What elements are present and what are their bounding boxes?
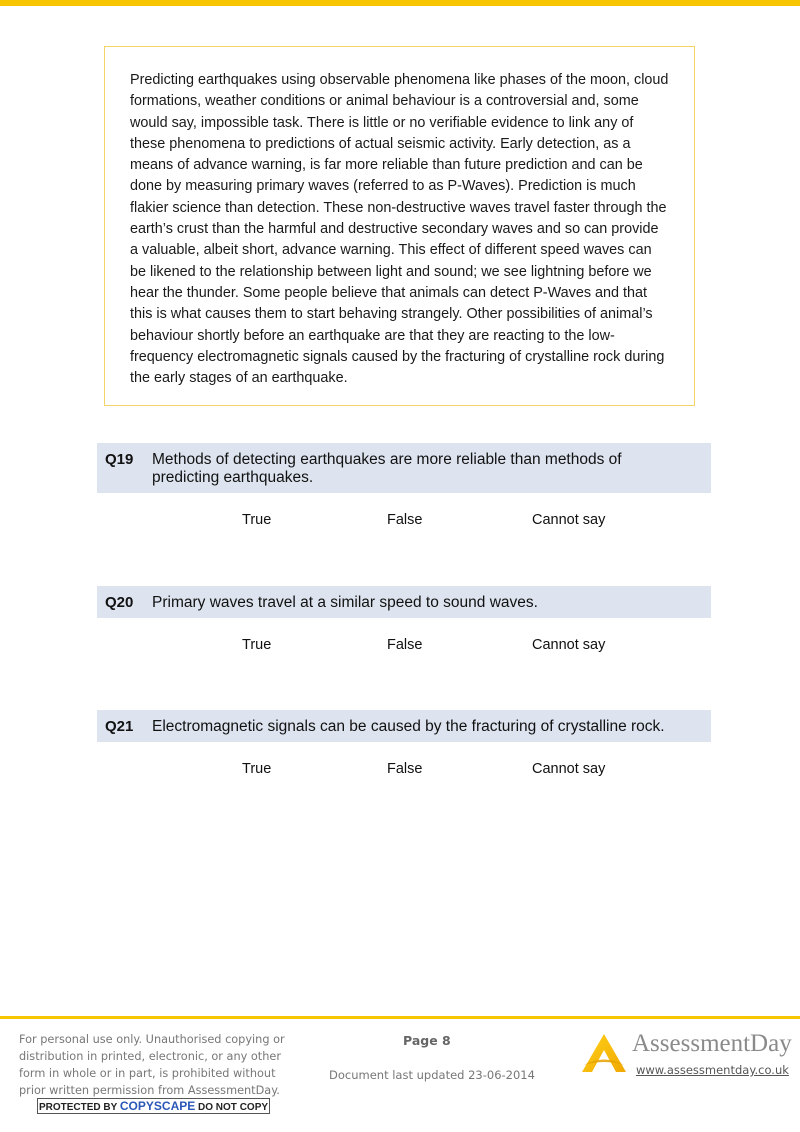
copyscape-suffix: DO NOT COPY <box>195 1102 269 1113</box>
answer-options <box>97 493 711 528</box>
question-q19 <box>97 443 711 528</box>
legal-notice: For personal use only. Unauthorised copying or distribution in printed, electronic, or any other form in whole or in part, is prohibited without prior written permission from AssessmentDay. <box>19 1033 285 1097</box>
passage-text: Predicting earthquakes using observable phenomena like phases of the moon, cloud formations, weather conditions or animal behaviour is a controversial and, some would say, impossible task. There is little or no verifiable evidence to link any of these phenomena to predictions of actual seismic activity. Early detection, as a means of advance warning, is far more reliable than future prediction and can be done by measuring primary waves (referred to as P-Waves). Prediction is much flakier science than detection. These non-destructive waves travel faster through the earth’s crust than the harmful and destructive secondary waves and so can provide a valuable, albeit short, advance warning. This effect of different speed waves can be likened to the relationship between light and sound; we see lightning before we hear the thunder. Some people believe that animals can detect P-Waves and that this is what causes them to start behaving strangely. Other possibilities of animal’s behaviour shortly before an earthquake are that they are reacting to the low-frequency electromagnetic signals caused by the fracturing of crystalline rock during the early stages of an earthquake. <box>130 72 669 387</box>
copyscape-prefix: PROTECTED BY <box>38 1102 120 1113</box>
top-accent-bar <box>0 0 800 6</box>
question-header <box>97 710 711 742</box>
logo-url-link[interactable]: www.assessmentday.co.uk <box>636 1063 789 1077</box>
option-false[interactable]: False <box>387 637 423 653</box>
option-cannot-say[interactable]: Cannot say <box>532 761 606 777</box>
question-q21 <box>97 710 711 777</box>
option-true[interactable]: True <box>242 637 272 653</box>
option-false[interactable]: False <box>387 761 423 777</box>
assessmentday-logo-icon <box>578 1032 630 1074</box>
question-header <box>97 443 711 493</box>
question-text: Primary waves travel at a similar speed to sound waves. <box>152 594 538 611</box>
option-true[interactable]: True <box>242 761 272 777</box>
question-header <box>97 586 711 618</box>
option-cannot-say[interactable]: Cannot say <box>532 637 606 653</box>
question-number: Q20 <box>105 594 134 611</box>
copyscape-badge[interactable] <box>37 1098 270 1114</box>
footer-accent-line <box>0 1016 800 1019</box>
answer-options <box>97 618 711 653</box>
copyscape-brand: COPYSCAPE <box>119 1099 196 1113</box>
option-true[interactable]: True <box>242 512 272 528</box>
question-text: Methods of detecting earthquakes are more reliable than methods of predicting earthquakes. <box>152 451 622 486</box>
answer-options <box>97 742 711 777</box>
last-updated: Document last updated 23-06-2014 <box>329 1068 535 1082</box>
option-cannot-say[interactable]: Cannot say <box>532 512 606 528</box>
reading-passage <box>104 46 695 406</box>
question-text: Electromagnetic signals can be caused by the fracturing of crystalline rock. <box>152 718 665 735</box>
option-false[interactable]: False <box>387 512 423 528</box>
question-number: Q19 <box>105 451 134 468</box>
question-q20 <box>97 586 711 653</box>
question-number: Q21 <box>105 718 134 735</box>
logo-name: AssessmentDay <box>632 1030 792 1057</box>
page-number: Page 8 <box>403 1033 451 1048</box>
